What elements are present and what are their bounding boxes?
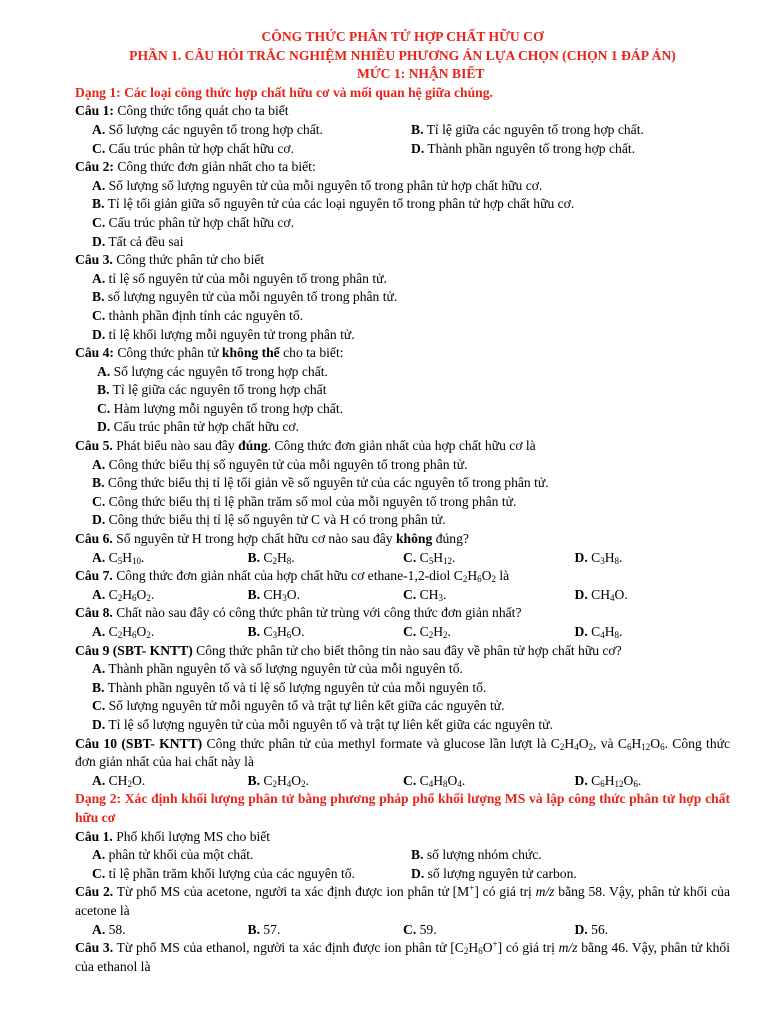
option-a: A. tỉ lệ số nguyên tử của mỗi nguyên tố trong phân tử. — [92, 270, 387, 286]
part-heading: PHẦN 1. CÂU HỎI TRẮC NGHIỆM NHIỀU PHƯƠNG ÁN LỰA CHỌN (CHỌN 1 ĐÁP ÁN) — [129, 47, 676, 63]
question-7: Câu 7. Công thức đơn giản nhất của hợp chất hữu cơ ethane-1,2-diol $C_2H_6O_2$ là — [75, 568, 510, 585]
q7-options — [75, 586, 730, 605]
question-1: Câu 1: Công thức tổng quát cho ta biết — [75, 103, 289, 119]
level-heading: MỨC 1: NHẬN BIẾT — [357, 66, 485, 82]
option-b: B. $C_3H_6O$. — [247, 624, 305, 640]
option-b: B. số lượng nguyên tử của mỗi nguyên tố trong phân tử. — [92, 289, 398, 305]
option-b: B. $CH_3O$. — [247, 586, 300, 603]
document-title: CÔNG THỨC PHÂN TỬ HỢP CHẤT HỮU CƠ — [261, 29, 544, 44]
option-c: C. Số lượng nguyên tử mỗi nguyên tố và trật tự liên kết giữa các nguyên tử. — [92, 698, 505, 714]
s2-question-3: Câu 3. Từ phổ MS của ethanol, người ta xác định được ion phân tử $[C_2H_6O^+]$ có giá trị m/z bằng 46. Vậy, phân tử khối của ethanol là — [75, 939, 731, 974]
option-b: B. $C_2H_4O_2$. — [247, 772, 309, 789]
q1-options-row1 — [75, 121, 730, 140]
q6-options — [75, 549, 730, 568]
option-d: D. số lượng nguyên tử carbon. — [411, 865, 577, 881]
option-d: D. $C_6H_{12}O_6$. — [574, 772, 642, 789]
option-c: C. $C_2H_2$. — [403, 624, 451, 640]
option-c: C. Cấu trúc phân tử hợp chất hữu cơ. — [92, 214, 295, 230]
option-b: B. Tỉ lệ tối giản giữa số nguyên tử của các loại nguyên tố trong phân tử hợp chất hữu cơ. — [92, 196, 575, 212]
q10-options — [75, 772, 730, 791]
option-c: C. tỉ lệ phần trăm khối lượng của các nguyên tố. — [92, 865, 355, 881]
option-c: C. $C_5H_{12}$. — [403, 549, 456, 566]
option-d: D. tỉ lệ khối lượng mỗi nguyên tử trong phân tử. — [92, 326, 355, 342]
question-6: Câu 6. Số nguyên tử H trong hợp chất hữu cơ nào sau đây không đúng? — [75, 531, 469, 547]
question-4: Câu 4: Công thức phân tử không thể cho ta biết: — [75, 345, 344, 361]
option-a: A. $C_2H_6O_2$. — [92, 586, 155, 603]
option-b: B. Công thức biểu thị tỉ lệ tối giản về số nguyên tử của các nguyên tố trong phân tử. — [92, 475, 549, 491]
option-c: C. thành phần định tính các nguyên tố. — [92, 307, 304, 323]
option-d: D. $C_4H_8$. — [574, 624, 623, 640]
question-5: Câu 5. Phát biểu nào sau đây đúng. Công thức đơn giản nhất của hợp chất hữu cơ là — [75, 438, 536, 454]
option-c: C. $CH_3$. — [403, 586, 447, 603]
option-a: A. Số lượng các nguyên tố trong hợp chất. — [97, 363, 328, 379]
option-c: C. $C_4H_8O_4$. — [403, 772, 466, 789]
option-d: D. Thành phần nguyên tố trong hợp chất. — [411, 140, 636, 156]
question-10: Câu 10 (SBT- KNTT) Công thức phân tử của methyl formate và glucose lần lượt là $C_2H_4O_2$, và $C_6H_{12}O_6$. Công thức đơn giản nhất của hai chất này là — [75, 735, 731, 770]
section2-heading: Dạng 2: Xác định khối lượng phân tử bằng phương pháp phổ khối lượng MS và lập công thức phân tử hợp chất hữu cơ — [75, 791, 730, 825]
option-d: D. $C_3H_8$. — [574, 549, 623, 566]
option-c: C. Công thức biểu thị tỉ lệ phần trăm số mol của mỗi nguyên tố trong phân tử. — [92, 493, 517, 509]
option-a: A. phân tử khối của một chất. — [92, 847, 254, 863]
s2-q1-options-row1 — [75, 846, 730, 865]
q8-options — [75, 623, 730, 642]
option-d: D. $CH_4O$. — [574, 586, 628, 603]
option-a: A. Công thức biểu thị số nguyên tử của mỗi nguyên tố trong phân tử. — [92, 456, 468, 472]
question-9: Câu 9 (SBT- KNTT) Công thức phân tử cho biết thông tin nào sau đây về phân tử hợp chất hữu cơ? — [75, 642, 622, 658]
option-d: D. Tất cả đều sai — [92, 233, 184, 249]
question-2: Câu 2: Công thức đơn giản nhất cho ta biết: — [75, 159, 316, 175]
option-d: D. 56. — [574, 921, 609, 937]
question-8: Câu 8. Chất nào sau đây có công thức phân tử trùng với công thức đơn giản nhất? — [75, 605, 522, 621]
option-a: A. Số lượng số lượng nguyên tử của mỗi nguyên tố trong phân tử hợp chất hữu cơ. — [92, 177, 543, 193]
option-b: B. 57. — [247, 921, 281, 937]
option-a: A. Số lượng các nguyên tố trong hợp chất. — [92, 121, 323, 137]
option-a: A. Thành phần nguyên tố và số lượng nguyên tử của mỗi nguyên tố. — [92, 661, 463, 677]
option-d: D. Tỉ lệ số lượng nguyên tử của mỗi nguyên tố và trật tự liên kết giữa các nguyên tử. — [92, 716, 553, 732]
option-d: D. Cấu trúc phân tử hợp chất hữu cơ. — [97, 419, 300, 435]
option-c: C. Cấu trúc phân tử hợp chất hữu cơ. — [92, 140, 295, 156]
option-b: B. Tỉ lệ giữa các nguyên tố trong hợp chất — [97, 382, 327, 398]
option-b: B. Tỉ lệ giữa các nguyên tố trong hợp chất. — [411, 121, 644, 137]
section1-heading: Dạng 1: Các loại công thức hợp chất hữu cơ và mối quan hệ giữa chúng. — [75, 84, 493, 100]
option-b: B. Thành phần nguyên tố và tỉ lệ số lượng nguyên tử của mỗi nguyên tố. — [92, 679, 487, 695]
s2-question-1: Câu 1. Phổ khối lượng MS cho biết — [75, 828, 271, 844]
s2-q2-options — [75, 921, 730, 940]
option-a: A. $C_2H_6O_2$. — [92, 624, 155, 640]
q1-options-row2 — [75, 140, 730, 159]
question-3: Câu 3. Công thức phân tử cho biết — [75, 252, 265, 268]
s2-question-2: Câu 2. Từ phổ MS của acetone, người ta xác định được ion phân tử [M+] có giá trị m/z bằng 58. Vậy, phân tử khối của acetone là — [75, 883, 730, 918]
option-b: B. $C_2H_8$. — [247, 549, 295, 566]
option-c: C. 59. — [403, 921, 437, 937]
option-b: B. số lượng nhóm chức. — [411, 847, 542, 863]
option-c: C. Hàm lượng mỗi nguyên tố trong hợp chất. — [97, 400, 344, 416]
s2-q1-options-row2 — [75, 865, 730, 884]
option-a: A. $C_5H_{10}$. — [92, 549, 145, 566]
option-d: D. Công thức biểu thị tỉ lệ số nguyên tử C và H có trong phân tử. — [92, 512, 446, 528]
option-a: A. $CH_2O$. — [92, 772, 146, 789]
option-a: A. 58. — [92, 921, 126, 937]
